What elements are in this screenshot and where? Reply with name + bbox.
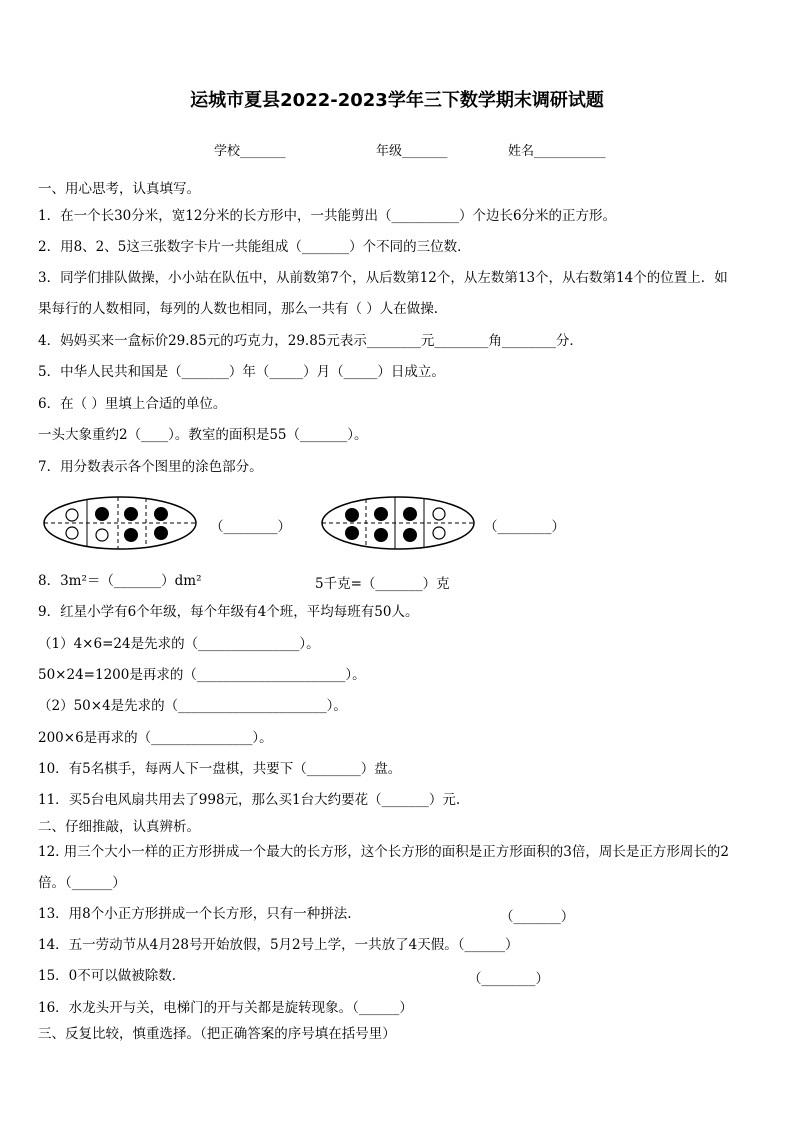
question-6: 6．在（ ）里填上合适的单位。: [38, 396, 227, 412]
question-9-2b: 200×6是再求的（_______________）。: [38, 730, 273, 746]
question-6-sub: 一头大象重约2（____）。教室的面积是55（_______）。: [38, 427, 368, 443]
question-12-line-2: 倍。（______）: [38, 875, 126, 891]
page-title: 运城市夏县2022-2023学年三下数学期末调研试题: [190, 90, 604, 111]
question-3-line-1: 3．同学们排队做操，小小站在队伍中，从前数第7个，从后数第12个，从左数第13个，从右数第14个的位置上．如: [38, 270, 728, 286]
question-14: 14．五一劳动节从4月28号开始放假，5月2号上学，一共放了4天假。（______）: [38, 937, 519, 953]
grade-field: 年级_______: [376, 144, 448, 159]
figure-ellipse-a: [40, 493, 200, 553]
question-1: 1．在一个长30分米，宽12分米的长方形中，一共能剪出（__________）个边长6分米的正方形。: [38, 208, 617, 224]
name-field: 姓名___________: [508, 144, 606, 159]
question-12-line-1: 12. 用三个大小一样的正方形拼成一个最大的长方形，这个长方形的面积是正方形面积的3倍，周长是正方形周长的2: [38, 844, 729, 860]
question-13: 13．用8个小正方形拼成一个长方形，只有一种拼法.: [38, 906, 352, 922]
question-4: 4．妈妈买来一盒标价29.85元的巧克力，29.85元表示________元________角________分．: [38, 333, 583, 349]
question-8a: 8．3m²＝（_______）dm²: [38, 573, 202, 589]
question-9-1: （1）4×6=24是先求的（_______________）。: [38, 636, 320, 652]
question-15: 15．0不可以做被除数.: [38, 968, 177, 984]
figure-ellipse-b: [318, 493, 478, 553]
question-11: 11．买5台电风扇共用去了998元，那么买1台大约要花（_______）元.: [38, 792, 461, 808]
section-1-heading: 一、用心思考，认真填写。: [38, 181, 200, 197]
question-9-2: （2）50×4是先求的（______________________）。: [38, 698, 347, 714]
question-10: 10．有5名棋手，每两人下一盘棋，共要下（________）盘。: [38, 761, 402, 777]
section-2-heading: 二、仔细推敲，认真辨析。: [38, 819, 200, 835]
question-9: 9．红星小学有6个年级，每个年级有4个班，平均每班有50人。: [38, 604, 419, 620]
school-field: 学校_______: [214, 144, 286, 159]
question-16: 16．水龙头开与关，电梯门的开与关都是旋转现象。（______）: [38, 1000, 413, 1016]
question-3-line-2: 果每行的人数相同，每列的人数也相同，那么一共有（ ）人在做操.: [38, 301, 439, 317]
question-2: 2．用8、2、5这三张数字卡片一共能组成（_______）个不同的三位数．: [38, 239, 471, 255]
question-15-answer: （________）: [468, 971, 549, 987]
question-9-1b: 50×24=1200是再求的（______________________）。: [38, 667, 366, 683]
q7-blank-a: （________）: [210, 519, 291, 535]
q7-blank-b: （________）: [484, 519, 565, 535]
question-5: 5．中华人民共和国是（_______）年（_____）月（_____）日成立。: [38, 364, 445, 380]
section-3-heading: 三、反复比较，慎重选择。（把正确答案的序号填在括号里）: [38, 1026, 396, 1042]
question-8b: 5千克=（_______）克: [315, 576, 450, 592]
question-13-answer: （_______）: [500, 909, 575, 925]
question-7: 7．用分数表示各个图里的涂色部分。: [38, 459, 263, 475]
